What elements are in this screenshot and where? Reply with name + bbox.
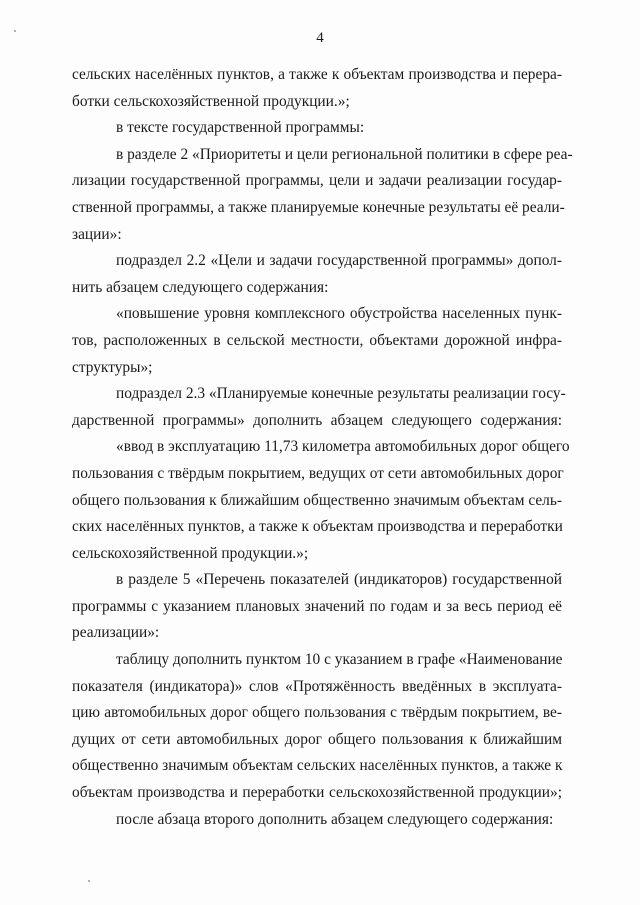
text-line: дущих от сети автомобильных дорог общего пользования к ближайшим	[72, 730, 562, 748]
scan-speck	[88, 880, 90, 882]
text-line: «повышение уровня комплексного обустройства населенных пунк-	[116, 305, 562, 323]
text-line: нить абзацем следующего содержания:	[72, 278, 329, 296]
text-line: ботки сельскохозяйственной продукции.»;	[72, 92, 350, 110]
text-line: реализации»:	[72, 624, 160, 642]
text-line: показателя (индикатора)» слов «Протяжённость введённых в эксплуата-	[72, 677, 562, 695]
text-line: структуры»;	[72, 358, 153, 376]
page-number: 4	[316, 30, 324, 46]
document-body	[72, 62, 573, 833]
text-line: общественно значимым объектам сельских населённых пунктов, а также к	[72, 757, 563, 775]
text-line: зации»:	[72, 225, 122, 243]
text-line: программы с указанием плановых значений по годам и за весь период её	[72, 597, 562, 615]
text-line: ских населённых пунктов, а также к объектам производства и переработки	[72, 518, 563, 536]
text-line: объектам производства и переработки сельскохозяйственной продукции»;	[72, 784, 562, 802]
text-line: в тексте государственной программы:	[116, 119, 365, 137]
text-line: лизации государственной программы, цели и задачи реализации государ-	[72, 172, 562, 190]
text-line: «ввод в эксплуатацию 11,73 километра автомобильных дорог общего	[116, 438, 570, 456]
text-line: подраздел 2.3 «Планируемые конечные результаты реализации госу-	[116, 385, 566, 403]
text-line: сельских населённых пунктов, а также к объектам производства и перера-	[72, 66, 562, 83]
text-line: после абзаца второго дополнить абзацем следующего содержания:	[116, 810, 554, 828]
text-line: сельскохозяйственной продукции.»;	[72, 544, 309, 562]
text-line: тов, расположенных в сельской местности, объектами дорожной инфра-	[72, 331, 562, 349]
text-line: пользования с твёрдым покрытием, ведущих от сети автомобильных дорог	[72, 464, 564, 482]
text-line: цию автомобильных дорог общего пользования с твёрдым покрытием, ве-	[72, 704, 562, 722]
text-line: таблицу дополнить пунктом 10 с указанием в графе «Наименование	[116, 651, 563, 669]
text-line: подраздел 2.2 «Цели и задачи государственной программы» допол-	[116, 252, 562, 270]
text-line: ственной программы, а также планируемые конечные результаты её реали-	[72, 198, 565, 216]
text-line: дарственной программы» дополнить абзацем следующего содержания:	[72, 411, 562, 429]
text-line: общего пользования к ближайшим общественно значимым объектам сель-	[72, 491, 562, 509]
text-line: в разделе 5 «Перечень показателей (индикаторов) государственной	[116, 571, 562, 589]
text-line: в разделе 2 «Приоритеты и цели региональной политики в сфере реа-	[116, 145, 573, 163]
